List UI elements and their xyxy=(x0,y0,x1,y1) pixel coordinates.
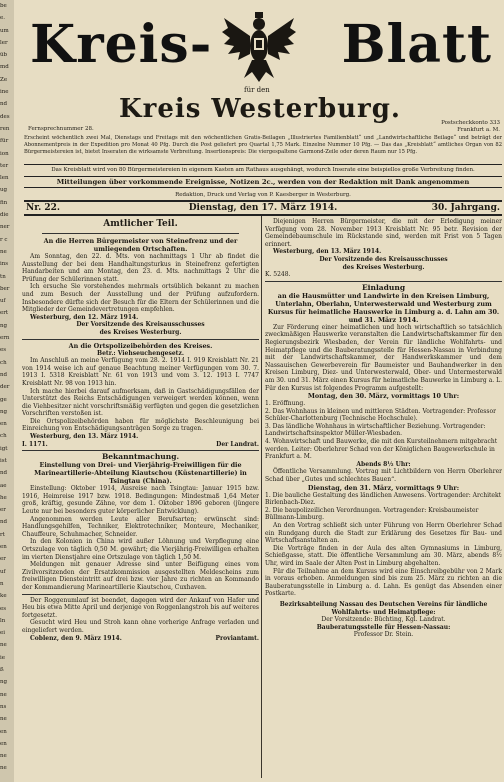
edge-fragment: es xyxy=(0,605,7,612)
edge-fragment: ine xyxy=(0,89,9,96)
rule xyxy=(42,233,239,234)
edge-fragment: ern xyxy=(0,335,10,342)
editorial-notice: Mitteilungen über vorkommende Ereignisse, Notizen 2c., werden von der Redaktion mit Dank angenommen xyxy=(24,176,502,188)
edge-fragment: en xyxy=(0,728,7,735)
rule xyxy=(22,594,259,595)
edge-fragment: ne xyxy=(0,753,7,760)
article-signature: Der Vorsitzende des Kreisausschusses xyxy=(319,255,448,263)
article-signature: Proviantamt. xyxy=(215,634,259,642)
edge-fragment: ie xyxy=(0,654,6,661)
edge-fragment: er xyxy=(0,556,6,563)
article-signature: des Kreises Westerburg. xyxy=(342,263,425,271)
article-paragraph: Ich mache hierbei darauf aufmerksam, daß in Gastschädigungsfällen der Unterstützt des Reichs Entschädigungen verweigert werden können, wenn die Viehbesitzer nicht vorschriftsmäßig verfügten und gegen die gesetzlichen Vorschriften verstoßen ist. xyxy=(22,387,259,418)
article-paragraph: Angenommen werden Leute aller Berufsarten; erwünscht sind: Handlungsgehilfen, Techniker, Elektrotechniker, Monteure, Mechaniker, Chauffeure, Schuhmacher, Schneider. xyxy=(22,515,259,538)
issue-year: 30. Jahrgang. xyxy=(431,203,500,213)
article-heading: An die Herren Bürgermeister von Steinefrenz und der umliegenden Ortschaften. xyxy=(43,237,238,253)
program-item: 1. Die bauliche Gestaltung des ländlichen Anwesens. Vortragender: Architekt Birlenbach-Diez. xyxy=(265,491,501,507)
edge-fragment: ch xyxy=(0,359,7,366)
edge-fragment: der xyxy=(0,384,10,391)
edge-fragment: ne xyxy=(0,642,7,649)
masthead-subtitle: Kreis Westerburg. xyxy=(119,94,401,124)
edge-fragment: ns xyxy=(0,703,7,710)
edge-fragment: ke xyxy=(0,593,7,600)
edge-fragment: igt xyxy=(0,445,8,452)
phone-number: Fernsprechnummer 28. xyxy=(28,126,94,132)
issue-date: Dienstag, den 17. März 1914. xyxy=(188,203,338,213)
postal-account xyxy=(441,120,500,134)
article-date: Westerburg, den 13. März 1914. xyxy=(273,248,382,256)
edge-fragment: len xyxy=(0,175,9,182)
program-item: 4. Wohnwirtschaft und Bauwerke, die mit den Kursteilnehmern mitgebracht werden. Leiter: Oberlehrer Schad von der Königlichen Baugewerkschule in Frankfurt a. M. xyxy=(265,438,498,461)
article-subheading: Einstellung von Drei- und Vierjährig-Freiwilligen für die Marineartillerie-Abteilung Kiautschou (Küstenartillerie) in Tsingtau (China). xyxy=(34,461,247,486)
article-date: Coblenz, den 9. März 1914. xyxy=(30,634,122,642)
edge-fragment: uf xyxy=(0,298,6,305)
edge-fragment: er xyxy=(0,507,6,514)
edge-fragment: Ze xyxy=(0,76,8,83)
edge-fragment: en xyxy=(0,421,7,428)
edge-fragment: ren xyxy=(0,125,10,132)
edge-fragment: üb xyxy=(0,52,8,59)
edge-fragment: ng xyxy=(0,679,8,686)
column-divider xyxy=(261,216,262,778)
edge-fragment: en xyxy=(0,544,7,551)
signature-organization: Bezirksabteilung Nassau des Deutschen Vereins für ländliche Wohlfahrts- und Heimatpflege: xyxy=(279,600,488,616)
masthead-title-right: Blatt xyxy=(341,14,492,75)
edge-fragment: ne xyxy=(0,691,7,698)
program-evening-heading: Abends 8½ Uhr: xyxy=(356,460,411,468)
rule xyxy=(22,450,259,451)
edge-fragment: ner xyxy=(0,224,10,231)
edge-fragment: ae xyxy=(0,482,7,489)
edge-fragment: ion xyxy=(0,150,9,157)
article-signature-row xyxy=(22,635,259,643)
edge-fragment: des xyxy=(0,113,10,120)
edge-fragment: ist xyxy=(0,457,7,464)
edge-fragment: en xyxy=(0,740,7,747)
edge-fragment: ln xyxy=(0,617,6,624)
edge-fragment: uf xyxy=(0,568,6,575)
edge-fragment: ter xyxy=(0,162,9,169)
dateline xyxy=(24,200,502,216)
article-date: Westerburg, den 12. März 1914. xyxy=(30,313,139,321)
article-paragraph: Diejenigen Herren Bürgermeister, die mit der Erledigung meiner Verfügung vom 28. November 1913 Kreisblatt Nr. 95 betr. Revision der Gemeindebaumschule im Rückstande sind, werden mit Frist von 5 Tagen erinnert. xyxy=(265,218,502,248)
program-item: 3. Das ländliche Wohnhaus in wirtschaftlicher Beziehung. Vortragender: Landwirtschaftsinspektor Müller-Wiesbaden. xyxy=(265,422,486,438)
newspaper-page xyxy=(16,0,504,782)
article-heading: Bekanntmachung. xyxy=(101,452,180,462)
edge-fragment: rt xyxy=(0,531,5,538)
edge-fragment: r c xyxy=(0,236,8,243)
article-paragraph: An den Vortrag schließt sich unter Führung von Herrn Oberlehrer Schad ein Rundgang durch die Stadt zur Erklärung des Gesetzes für Bau- und Wirtschaftsanstalten an. xyxy=(265,522,502,545)
publisher-line: Redaktion, Druck und Verlag von P. Kaesberger in Westerburg. xyxy=(175,192,351,198)
edge-fragment: ne xyxy=(0,248,7,255)
edge-fragment: ng xyxy=(0,322,8,329)
issue-number: Nr. 22. xyxy=(26,203,61,213)
article-paragraph: Am Sonntag, den 22. d. Mts. von nachmittags 1 Uhr ab findet die Ausstellung der bei dem Handhaltungsturkus in Steinefrenz gefertigten Handarbeiten und am Montag, den 23. d. Mts. nachmittags 2 Uhr die Prüfung der Schülerinnen statt. xyxy=(22,253,259,283)
article-paragraph: Meldungen mit genauer Adresse sind unter Beifügung eines vom Zivilvorsitzenden der Ersatzkommission ausgestellten Meldescheins zum freiwilligen Diensteintritt auf drei bzw. vier Jahre zu richten an Kommando der Kommandierung Marineartillerie Kiautschou, Cuxhaven. xyxy=(22,561,259,591)
edge-fragment: tn xyxy=(0,273,6,280)
article-signature-row xyxy=(22,441,259,449)
edge-fragment: ei xyxy=(0,630,6,637)
edge-fragment: ne xyxy=(0,765,7,772)
postal-account-line-2: Frankfurt a. M. xyxy=(457,127,500,133)
article-reference: K. 5248. xyxy=(265,271,291,279)
edge-fragment: ber xyxy=(0,285,10,292)
article-date: Westerburg, den 13. März 1914. xyxy=(30,433,139,441)
edge-fragment: ß xyxy=(0,667,4,674)
rule xyxy=(22,339,259,340)
article-signature: Der Vorsitzende des Kreisausschusses xyxy=(76,321,205,329)
article-heading: An die Ortspolizeibehörden des Kreises. xyxy=(68,341,213,350)
program-item: 2. Das Wohnhaus in kleinen und mittleren Städten. Vortragender: Professor Schüler-Charlottenburg (Technische Hochschule). xyxy=(265,407,496,423)
edge-fragment: nd xyxy=(0,371,8,378)
article-paragraph: Im Anschluß an meine Verfügung vom 28. 2. 1914 I. 919 Kreisblatt Nr. 21 von 1914 weise ich auf genaue Beachtung meiner Verfügungen vom 30. 7. 1913 I. 5318 Kreisblatt Nr. 61 von 1913 und vom 3. 12. 1913 I. 7747 Kreisblatt Nr. 98 von 1913 hin. xyxy=(22,357,259,387)
masthead-subtitle-small: für den xyxy=(244,86,270,94)
edge-fragment: nd xyxy=(0,101,8,108)
program-day-heading: Dienstag, den 31. März, vormittags 9 Uhr: xyxy=(307,483,460,492)
rule xyxy=(265,281,502,282)
eagle-crest-icon xyxy=(222,6,296,84)
program-item: 2. Die baupolizeilichen Verordnungen. Vortragender: Kreisbaumeister Büllmann-Limburg. xyxy=(265,506,479,522)
article-reference: I. 1171. xyxy=(22,440,48,448)
edge-fragment: ler xyxy=(0,39,8,46)
article-paragraph: Einstellung: Oktober 1914, Ausreise nach Tsingtau: Januar 1915 bzw. 1916, Heimreise 1917 bzw. 1918. Bedingungen: Mindestmaß 1,64 Meter groß, kräftig, gesunde Zähne, vor dem 1. Oktober 1896 geboren (jüngere Leute nur bei besonders guter körperlicher Entwicklung). xyxy=(22,485,259,516)
section-title: Amtlicher Teil. xyxy=(103,219,178,229)
article-paragraph: Für die Teilnahme an dem Kursus wird eine Einschreibgebühr von 2 Mark in voraus erhoben. Anmeldungen sind bis zum 25. März zu richten an die Bauberatungsstelle in Limburg a. d. Lahn. Es genügt das Absenden einer Postkarte. xyxy=(265,567,502,598)
article-paragraph: Ich ersuche Sie vorstehendes mehrmals ortsüblich bekannt zu machen und zum Besuch der Ausstellung und der Prüfung aufzufordern. Insbesondere dürfte sich der Besuch für die Eltern der Schülerinnen und die Mitglieder der Gemeindevertretungen empfehlen. xyxy=(22,283,259,314)
edge-fragment: e. xyxy=(0,15,6,22)
article-subject: Betr.: Viehseuchengesetz. xyxy=(97,349,184,357)
signature-name: Der Vorsitzende: Büchting, Kgl. Landrat. xyxy=(321,616,446,624)
edge-fragment: ert xyxy=(0,310,9,317)
article-paragraph: Die Ortspolizeibehörden haben für möglichste Beschleunigung bei Einreichung von Entschädigungsanträgen Sorge zu tragen. xyxy=(22,417,259,433)
program-day-heading: Montag, den 30. März, vormittags 10 Uhr: xyxy=(307,392,460,401)
adjacent-page-edge xyxy=(0,0,14,782)
edge-fragment: fin xyxy=(0,199,8,206)
edge-fragment: die xyxy=(0,212,9,219)
left-column xyxy=(22,218,259,778)
edge-fragment: he xyxy=(0,494,7,501)
article-signature: des Kreises Westerburg. xyxy=(99,328,182,336)
edge-fragment: es xyxy=(0,347,7,354)
article-paragraph: Zur Förderung einer heimatlichen und hoch wirtschaftlich so tatsächlich zweckmäßigen Hauswerke veranstalten die Landwirtschaftskammer für den Regierungsbezirk Wiesbaden, der Verein für ländliche Wohlfahrts- und Heimatpflege und die Bauberatungsstelle für Hessen-Nassau in Verbindung mit der Landwirtschaftskammer, der Handwerkskammer und dem Nassauischen Gewerbeverein für Baumeister und Bauhandwerker in den Kreisen Limburg, Diez- und Unterwesterwald, Ober- und Untermesterwald am 30. und 31. März einen Kursus für heimatliche Bauwerke in Limburg a. L. Für den Kursus ist folgendes Programm aufgestellt: xyxy=(265,323,502,392)
edge-fragment: be xyxy=(0,3,7,9)
article-heading: Einladung xyxy=(361,282,406,292)
right-column xyxy=(265,218,502,778)
subscription-info: Erscheint wöchentlich zwei Mal, Dienstags und Freitags mit den wöchentlichen Gratis-Beilagen „Illustriertes Familienblatt“ und „Landwirtschaftliche Beilage“ und beträgt der Abonnementpreis in der Expedition pro Monat 40 Pfg. Durch die Post geliefert pro Quartal 1,75 Mark. Einzelne Nummer 10 Pfg. — Das das „Kreisblatt“ amtliches Organ von 82 Bürgermeistereien ist, bietet Inseraten die wirksamste Verbreitung. Insertionspreis: Die viergespaltene Garmond-Zeile oder deren Raum nur 15 Pfg. xyxy=(24,135,502,156)
edge-fragment: um xyxy=(0,27,9,34)
article-paragraph: Der Roggenumlauf ist beendet, dagegen wird der Ankauf von Hafer und Heu bis etwa Mitte April und derjenige von Roggenlangstroh bis auf weiteres fortgesetzt. xyxy=(22,596,259,619)
article-paragraph: In den Kolonien in China wird außer Löhnung und Verpflegung eine Ortszulage von täglich 0,50 M. gewährt; die Vierjährig-Freiwilligen erhalten im vierten Dienstjahre eine Ortszulage von täglich 1,50 M. xyxy=(22,538,259,561)
edge-fragment: für xyxy=(0,138,9,145)
postal-account-line-1: Postscheckkonto 333 xyxy=(441,120,500,126)
edge-fragment: md xyxy=(0,64,9,71)
article-subheading: an die Hausmütter und Landwirte in den Kreisen Limburg, Unterlahn, Oberlahn, Unterwesterwald und Westerburg zum Kursus für heimatliche Hauswerke in Limburg a. d. Lahn am 30. und 31. März 1914. xyxy=(267,291,500,324)
article-signature: Der Landrat. xyxy=(216,440,259,448)
edge-fragment: ins xyxy=(0,261,9,268)
masthead-title-left: Kreis- xyxy=(30,14,213,75)
article-paragraph: Die Vorträge finden in der Aula des alten Gymnasiums in Limburg, Schießgasse, statt. Die öffentliche Versammlung am 30. März, abends 8½ Uhr, wird im Saale der Alten Post in Limburg abgehalten. xyxy=(265,544,502,567)
distribution-notice: Das Kreisblatt wird von 80 Bürgermeistereien in eigenem Kasten am Rathaus ausgehängt, wodurch Inserate eine beispiellos große Verbreitung finden. xyxy=(24,164,502,174)
program-item: 1. Eröffnung. xyxy=(265,400,306,408)
edge-fragment: ne xyxy=(0,716,7,723)
edge-fragment: ng xyxy=(0,408,8,415)
edge-fragment: n xyxy=(0,580,4,587)
edge-fragment: nd xyxy=(0,519,8,526)
signature-name: Professor Dr. Stein. xyxy=(353,631,414,639)
article-paragraph: Öffentliche Versammlung. Vortrag mit Lichtbildern von Herrn Oberlehrer Schad über „Gutes und schlechtes Bauen“. xyxy=(265,468,502,484)
edge-fragment: ch xyxy=(0,433,7,440)
article-paragraph: Gesucht wird Heu und Stroh kann ohne vorherige Anfrage verladen und eingeliefert werden. xyxy=(22,619,259,634)
signature-organization: Bauberatungsstelle für Hessen-Nassau: xyxy=(316,623,451,631)
edge-fragment: nd xyxy=(0,470,8,477)
edge-fragment: ug xyxy=(0,187,8,194)
edge-fragment: ge xyxy=(0,396,7,403)
